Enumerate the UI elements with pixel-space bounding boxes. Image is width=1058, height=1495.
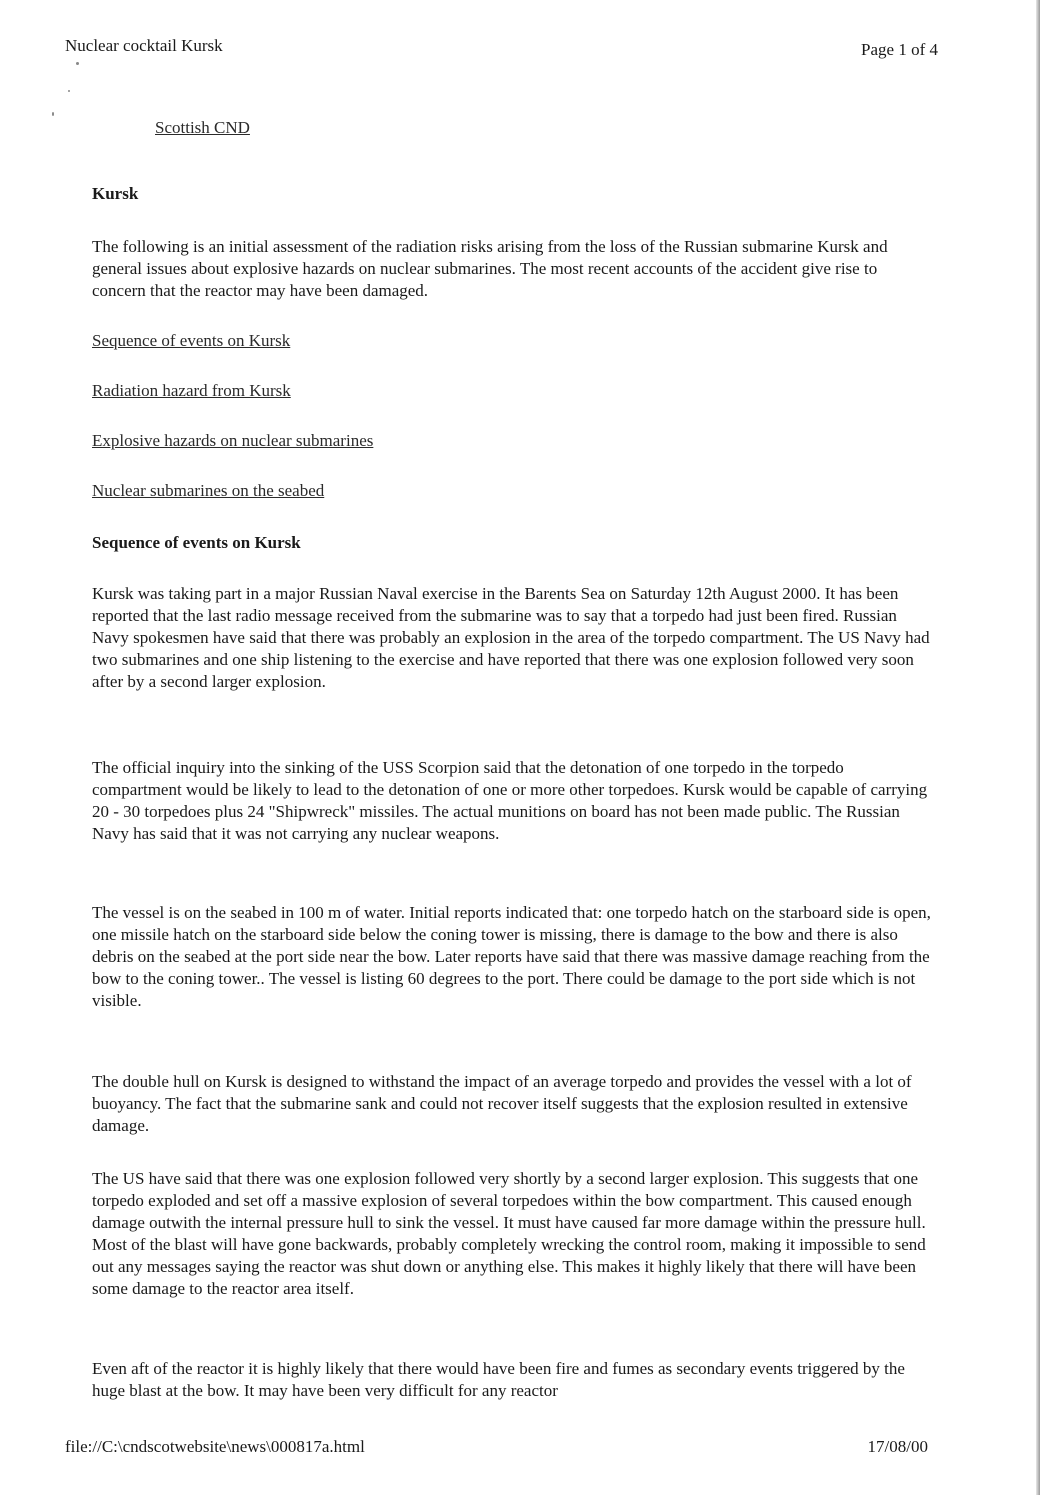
toc-link-sequence-of-events[interactable]: Sequence of events on Kursk [92, 331, 291, 350]
body-paragraph: The official inquiry into the sinking of the USS Scorpion said that the detonation of one torpedo in the torpedo compartment would be likely to lead to the detonation of one or more other torpedoes. Kursk would be capable of carrying 20 - 30 torpedoes plus 24 "Shipwreck" missiles. The actual munitions on board has not been made public. The Russian Navy has said that it was not carrying any nuclear weapons. [92, 758, 928, 843]
header-title: Nuclear cocktail Kursk [65, 36, 223, 55]
scan-speck [68, 90, 70, 92]
footer-date: 17/08/00 [867, 1437, 928, 1456]
scan-speck [52, 112, 54, 116]
body-paragraph: The vessel is on the seabed in 100 m of water. Initial reports indicated that: one torpedo hatch on the starboard side is open, one missile hatch on the starboard side below the coning tower is missing, there is damage to the bow and there is also debris on the seabed at the port side near the bow. Later reports have said that there was massive damage reaching from the bow to the coning tower.. The vessel is listing 60 degrees to the port. There could be damage to the port side which is not visible. [92, 903, 931, 1010]
body-paragraph: Kursk was taking part in a major Russian Naval exercise in the Barents Sea on Saturday 12th August 2000. It has been reported that the last radio message received from the submarine was to say that a torpedo had just been fired. Russian Navy spokesmen have said that there was probably an explosion in the area of the torpedo compartment. The US Navy had two submarines and one ship listening to the exercise and have reported that there was one explosion followed very soon after by a second larger explosion. [92, 584, 930, 691]
scan-speck [76, 62, 79, 65]
body-paragraph: The double hull on Kursk is designed to withstand the impact of an average torpedo and provides the vessel with a lot of buoyancy. The fact that the submarine sank and could not recover itself suggests that the explosion resulted in extensive damage. [92, 1072, 912, 1135]
toc-link-explosive-hazards[interactable]: Explosive hazards on nuclear submarines [92, 431, 374, 450]
toc-link-radiation-hazard[interactable]: Radiation hazard from Kursk [92, 381, 291, 400]
footer-file-path: file://C:\cndscotwebsite\news\000817a.html [65, 1437, 365, 1456]
main-heading: Kursk [92, 184, 139, 203]
toc-link-nuclear-submarines-seabed[interactable]: Nuclear submarines on the seabed [92, 481, 325, 500]
page-number: Page 1 of 4 [861, 40, 938, 59]
intro-paragraph: The following is an initial assessment of the radiation risks arising from the loss of the Russian submarine Kursk and general issues about explosive hazards on nuclear submarines. The most recent accounts of the accident give rise to concern that the reactor may have been damaged. [92, 237, 888, 300]
site-link-scottish-cnd[interactable]: Scottish CND [155, 118, 250, 137]
body-paragraph: The US have said that there was one explosion followed very shortly by a second larger explosion. This suggests that one torpedo exploded and set off a massive explosion of several torpedoes within the bow compartment. This caused enough damage outwith the internal pressure hull to sink the vessel. It must have caused far more damage within the pressure hull. Most of the blast will have gone backwards, probably completely wrecking the control room, making it impossible to send out any messages saying the reactor was shut down or anything else. This makes it highly likely that there will have been some damage to the reactor area itself. [92, 1169, 926, 1298]
section-heading: Sequence of events on Kursk [92, 533, 301, 552]
body-paragraph: Even aft of the reactor it is highly likely that there would have been fire and fumes as secondary events triggered by the huge blast at the bow. It may have been very difficult for any reactor [92, 1359, 905, 1400]
scan-edge-shadow [1036, 0, 1040, 1495]
